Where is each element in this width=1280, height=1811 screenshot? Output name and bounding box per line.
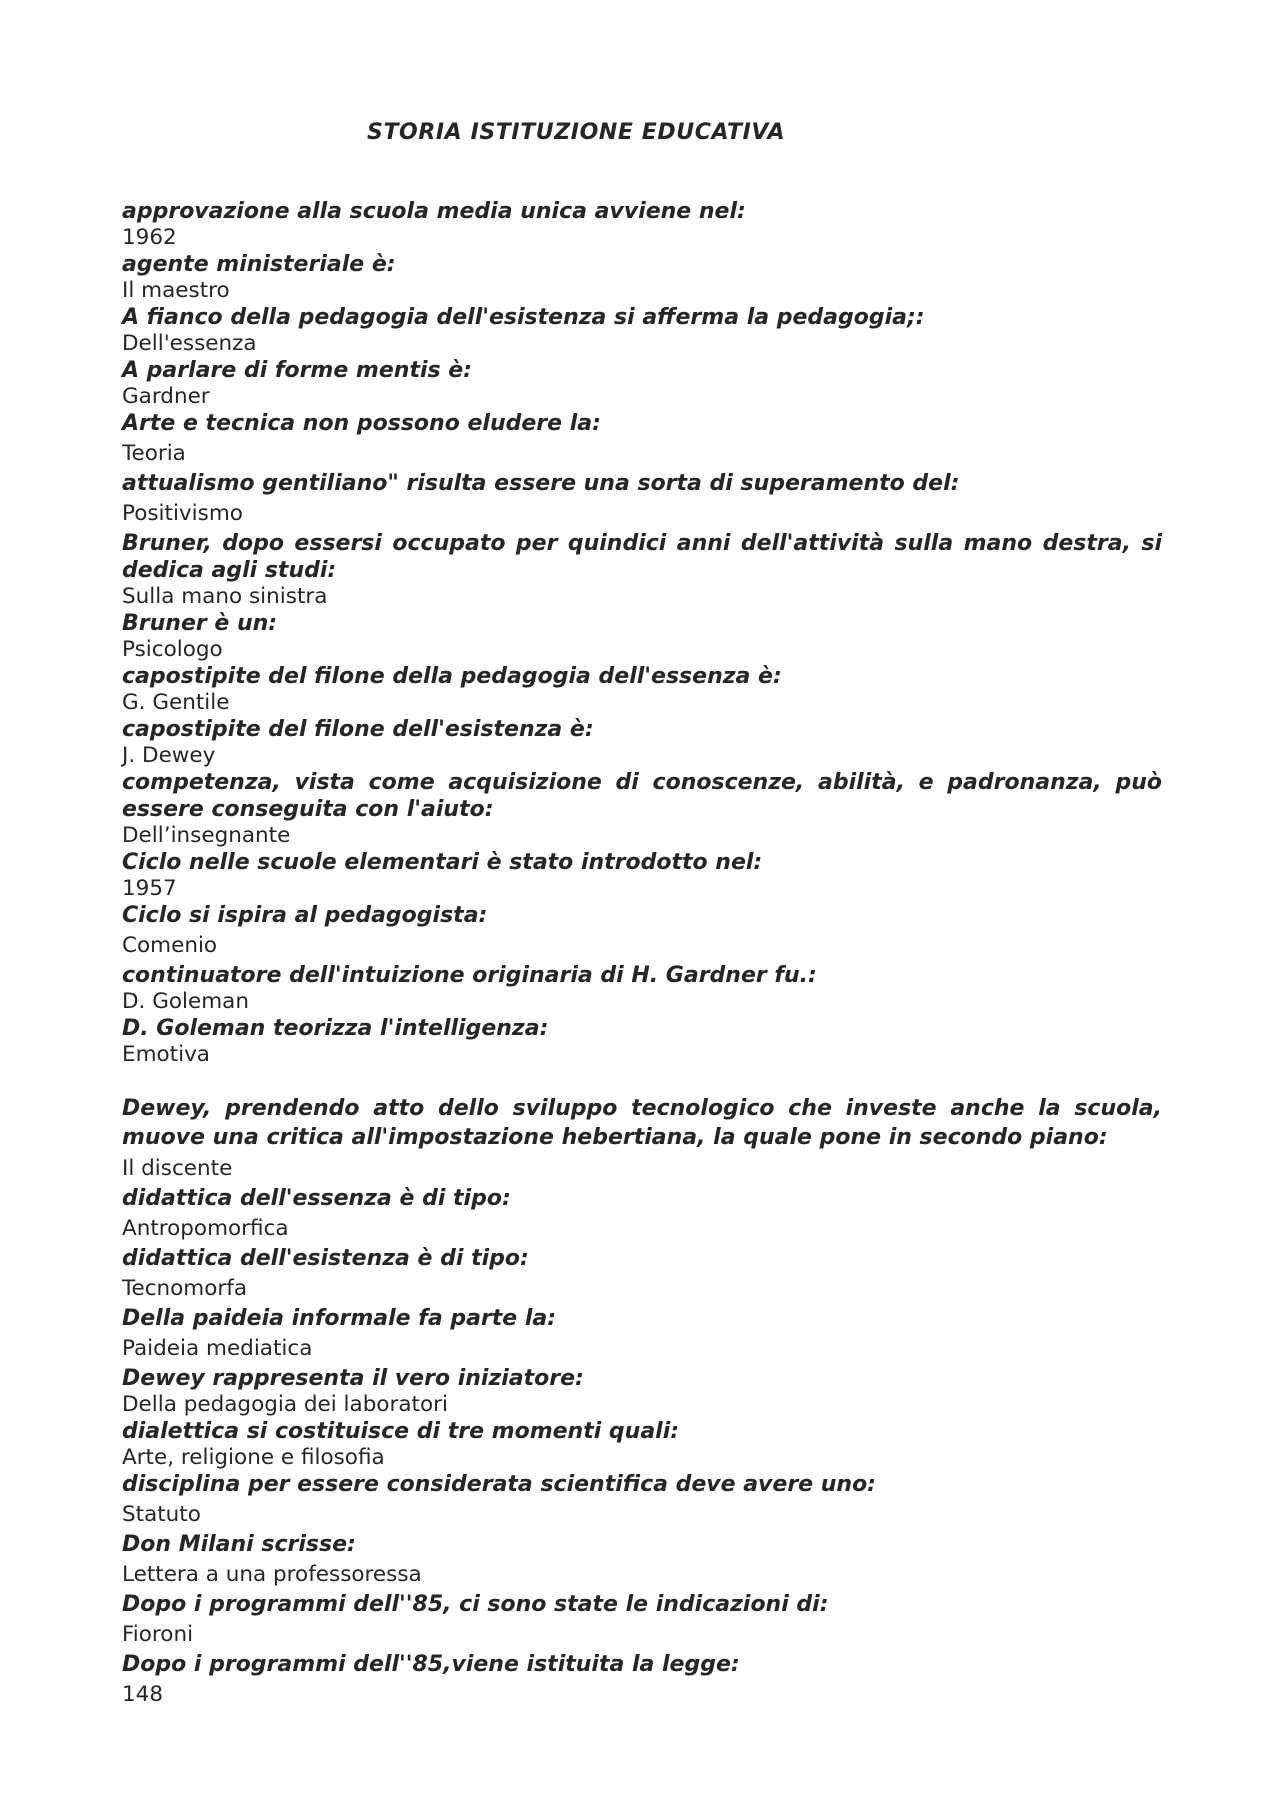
answer-text: Gardner	[122, 384, 210, 409]
question-text: didattica dell'essenza è di tipo:	[122, 1186, 511, 1211]
answer-text: Lettera a una professoressa	[122, 1562, 422, 1587]
question-text: continuatore dell'intuizione originaria di H. Gardner fu.:	[122, 963, 817, 988]
list-item	[122, 716, 1162, 769]
list-item	[122, 1365, 1162, 1418]
answer-text: Fioroni	[122, 1622, 194, 1647]
question-text: Bruner è un:	[122, 611, 278, 636]
list-item	[122, 663, 1162, 716]
question-text: Dopo i programmi dell''85, ci sono state le indicazioni di:	[122, 1592, 829, 1617]
list-item	[122, 410, 1162, 470]
question-text: D. Goleman teorizza l'intelligenza:	[122, 1016, 549, 1041]
answer-text: Teoria	[122, 441, 186, 466]
answer-text: Sulla mano sinistra	[122, 584, 328, 609]
question-text: approvazione alla scuola media unica avviene nel:	[122, 199, 746, 224]
list-item	[122, 849, 1162, 902]
answer-text: J. Dewey	[122, 743, 216, 768]
answer-text: 1962	[122, 225, 177, 250]
answer-text: Dell’insegnante	[122, 823, 291, 848]
answer-text: Della pedagogia dei laboratori	[122, 1392, 448, 1417]
question-text: disciplina per essere considerata scientifica deve avere uno:	[122, 1472, 876, 1497]
question-text: Della paideia informale fa parte la:	[122, 1306, 557, 1331]
list-item	[122, 1531, 1162, 1591]
question-text: Dopo i programmi dell''85,viene istituita la legge:	[122, 1652, 740, 1677]
list-item	[122, 610, 1162, 663]
answer-text: Antropomorfica	[122, 1216, 289, 1241]
answer-text: Dell'essenza	[122, 331, 257, 356]
question-text: didattica dell'esistenza è di tipo:	[122, 1246, 529, 1271]
list-item	[122, 1094, 1162, 1185]
question-text: competenza, vista come acquisizione di conoscenze, abilità, e padronanza, può essere conseguita con l'aiuto:	[122, 770, 1162, 822]
list-item	[122, 902, 1162, 962]
list-item	[122, 251, 1162, 304]
answer-text: D. Goleman	[122, 989, 249, 1014]
answer-text: Comenio	[122, 933, 218, 958]
document-title: STORIA ISTITUZIONE EDUCATIVA	[367, 120, 786, 145]
list-item	[122, 1471, 1162, 1531]
answer-text: 1957	[122, 876, 177, 901]
list-item	[122, 357, 1162, 410]
answer-text: Arte, religione e filosofia	[122, 1445, 385, 1470]
answer-text: Il discente	[122, 1156, 233, 1181]
question-text: capostipite del filone dell'esistenza è:	[122, 717, 594, 742]
answer-text: Tecnomorfa	[122, 1276, 247, 1301]
answer-text: 148	[122, 1682, 164, 1707]
answer-text: Il maestro	[122, 278, 230, 303]
question-text: attualismo gentiliano" risulta essere una sorta di superamento del:	[122, 471, 960, 496]
answer-text: Positivismo	[122, 501, 243, 526]
answer-text: Statuto	[122, 1502, 201, 1527]
answer-text: Paideia mediatica	[122, 1336, 313, 1361]
question-text: Ciclo nelle scuole elementari è stato introdotto nel:	[122, 850, 763, 875]
list-item	[122, 1651, 1162, 1711]
list-item	[122, 1185, 1162, 1245]
question-text: Dewey rappresenta il vero iniziatore:	[122, 1366, 584, 1391]
list-item	[122, 470, 1162, 530]
list-item	[122, 530, 1162, 610]
question-text: capostipite del filone della pedagogia dell'essenza è:	[122, 664, 782, 689]
question-text: Bruner, dopo essersi occupato per quindici anni dell'attività sulla mano destra, si dedica agli studi:	[122, 531, 1162, 583]
list-item	[122, 1015, 1162, 1068]
paragraph-spacer	[122, 1068, 1162, 1094]
question-text: dialettica si costituisce di tre momenti quali:	[122, 1419, 680, 1444]
answer-text: G. Gentile	[122, 690, 230, 715]
answer-text: Emotiva	[122, 1042, 210, 1067]
list-item	[122, 1418, 1162, 1471]
question-text: A parlare di forme mentis è:	[122, 358, 472, 383]
question-answer-list	[122, 198, 1162, 1711]
question-text: Dewey, prendendo atto dello sviluppo tecnologico che investe anche la scuola, muove una critica all'impostazione hebertiana, la quale pone in secondo piano:	[122, 1096, 1162, 1150]
answer-text: Psicologo	[122, 637, 223, 662]
question-text: A fianco della pedagogia dell'esistenza si afferma la pedagogia;:	[122, 305, 925, 330]
list-item	[122, 304, 1162, 357]
list-item	[122, 1305, 1162, 1365]
list-item	[122, 962, 1162, 1015]
list-item	[122, 769, 1162, 849]
list-item	[122, 1591, 1162, 1651]
list-item	[122, 1245, 1162, 1305]
question-text: Arte e tecnica non possono eludere la:	[122, 411, 601, 436]
question-text: Don Milani scrisse:	[122, 1532, 356, 1557]
list-item	[122, 198, 1162, 251]
question-text: agente ministeriale è:	[122, 252, 396, 277]
question-text: Ciclo si ispira al pedagogista:	[122, 903, 488, 928]
